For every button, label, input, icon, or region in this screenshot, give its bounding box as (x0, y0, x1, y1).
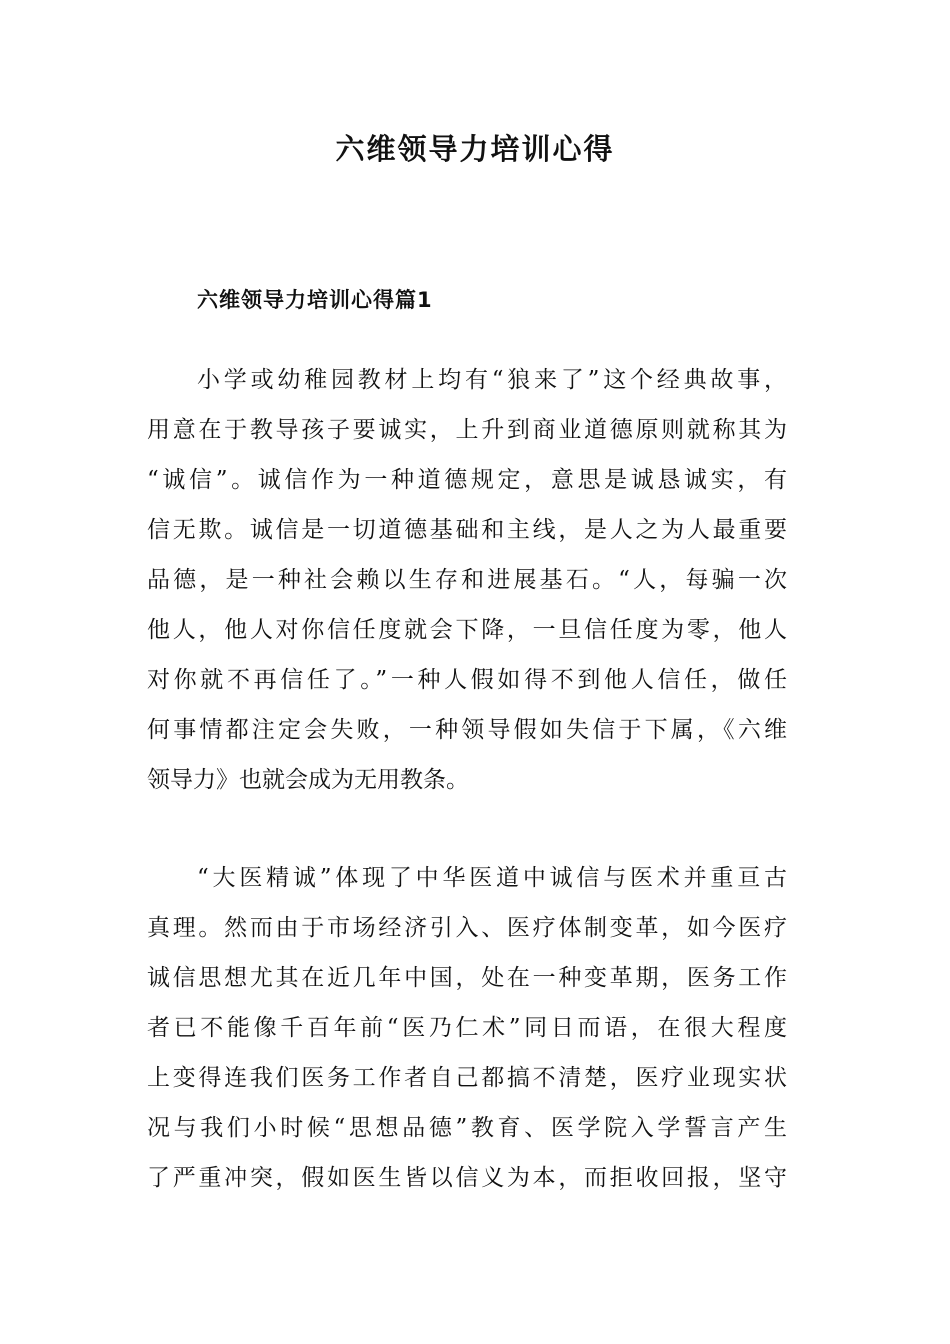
paragraph-line: 品德，是一种社会赖以生存和进展基石。“人，每骗一次 (147, 567, 787, 593)
paragraph-line: 者已不能像千百年前“医乃仁术”同日而语，在很大程度 (147, 1015, 787, 1041)
paragraph-line: 他人，他人对你信任度就会下降，一旦信任度为零，他人 (147, 617, 787, 643)
paragraph-line: 上变得连我们医务工作者自己都搞不清楚，医疗业现实状 (147, 1065, 787, 1091)
paragraph-line: 领导力》也就会成为无用教条。 (147, 767, 469, 793)
paragraph-1 (147, 355, 787, 805)
paragraph-line: 用意在于教导孩子要诚实，上升到商业道德原则就称其为 (147, 417, 787, 443)
paragraph-line: “诚信”。诚信作为一种道德规定，意思是诚恳诚实，有 (147, 467, 787, 493)
paragraph-2 (147, 853, 787, 1203)
document-title: 六维领导力培训心得 (335, 132, 615, 166)
paragraph-line: 真理。然而由于市场经济引入、医疗体制变革，如今医疗 (147, 915, 787, 941)
paragraph-line: “大医精诚”体现了中华医道中诚信与医术并重亘古 (197, 865, 787, 891)
paragraph-line: 诚信思想尤其在近几年中国，处在一种变革期，医务工作 (147, 965, 787, 991)
paragraph-line: 何事情都注定会失败，一种领导假如失信于下属，《六维 (147, 717, 787, 743)
paragraph-line: 对你就不再信任了。”一种人假如得不到他人信任，做任 (147, 667, 787, 693)
paragraph-line: 信无欺。诚信是一切道德基础和主线，是人之为人最重要 (147, 517, 787, 543)
paragraph-line: 了严重冲突，假如医生皆以信义为本，而拒收回报，坚守 (147, 1165, 787, 1191)
section-heading: 六维领导力培训心得篇1 (197, 288, 433, 312)
paragraph-line: 小学或幼稚园教材上均有“狼来了”这个经典故事， (197, 367, 787, 393)
paragraph-line: 况与我们小时候“思想品德”教育、医学院入学誓言产生 (147, 1115, 787, 1141)
